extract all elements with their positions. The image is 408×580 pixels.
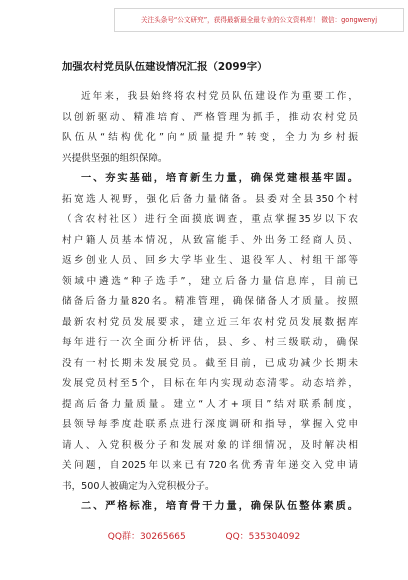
body-line: 以创新驱动、精准培育、严格管理为抓手，推动农村党员	[62, 111, 358, 123]
body-line: 关问题，自2025年以来已有720名优秀青年递交入党申请	[62, 460, 358, 471]
body-line: 最新农村党员发展要求，建立近三年农村党员发展数据库	[62, 316, 358, 328]
body-line: 每年进行一次全面分析评估，县、乡、村三级联动，确保	[62, 337, 358, 348]
body-line: 领域中遴选“种子选手”，建立后备力量信息库，目前已	[62, 275, 358, 287]
body-line: 县领导每季度赴联系点进行深度调研和指导，掌握入党申	[62, 419, 358, 430]
promo-banner-text: 关注头条号“公文研究”，获得最新最全最专业的公文资料库！ 微信：gongwenyj	[140, 16, 378, 24]
body-line: 拓宽选人视野，强化后备力量储备。县委对全县350个村	[62, 193, 358, 205]
footer-contacts	[0, 529, 408, 542]
promo-banner	[114, 8, 404, 32]
section-heading: 一、夯实基础，培育新生力量，确保党建根基牢固。	[81, 173, 358, 184]
body-line: 发展党员村至5个，目标在年内实现动态清零。动态培养，	[62, 378, 358, 389]
document-title: 加强农村党员队伍建设情况汇报（2099字）	[62, 61, 268, 73]
document-body	[62, 87, 358, 518]
section-heading: 二、严格标准，培育骨干力量，确保队伍整体素质。	[81, 501, 358, 512]
body-line: 村户籍人员基本情况，从致富能手、外出务工经商人员、	[62, 234, 358, 246]
qq-number: QQ：535304092	[225, 532, 301, 542]
body-line: 书，500人被确定为入党积极分子。	[62, 480, 215, 492]
body-line: 提高后备力量质量。建立“人才+项目”结对联系制度，	[62, 398, 358, 410]
body-line: （含农村社区）进行全面摸底调查，重点掌握35岁以下农	[62, 214, 358, 225]
body-line: 储备后备力量820名。精准管理，确保储备人才质量。按照	[62, 296, 358, 307]
qq-group-number: QQ群：30265665	[107, 532, 186, 542]
body-line: 近年来，我县始终将农村党员队伍建设作为重要工作，	[81, 91, 358, 102]
body-line: 返乡创业人员、回乡大学毕业生、退役军人、村组干部等	[62, 255, 358, 266]
body-line: 兴提供坚强的组织保障。	[62, 152, 168, 164]
body-line: 请人、入党积极分子和发展对象的详细情况，及时解决相	[62, 439, 358, 451]
body-line: 没有一村长期未发展党员。截至目前，已成功减少长期未	[62, 357, 358, 369]
body-line: 队伍从“结构优化”向“质量提升”转变，全力为乡村振	[62, 132, 358, 143]
